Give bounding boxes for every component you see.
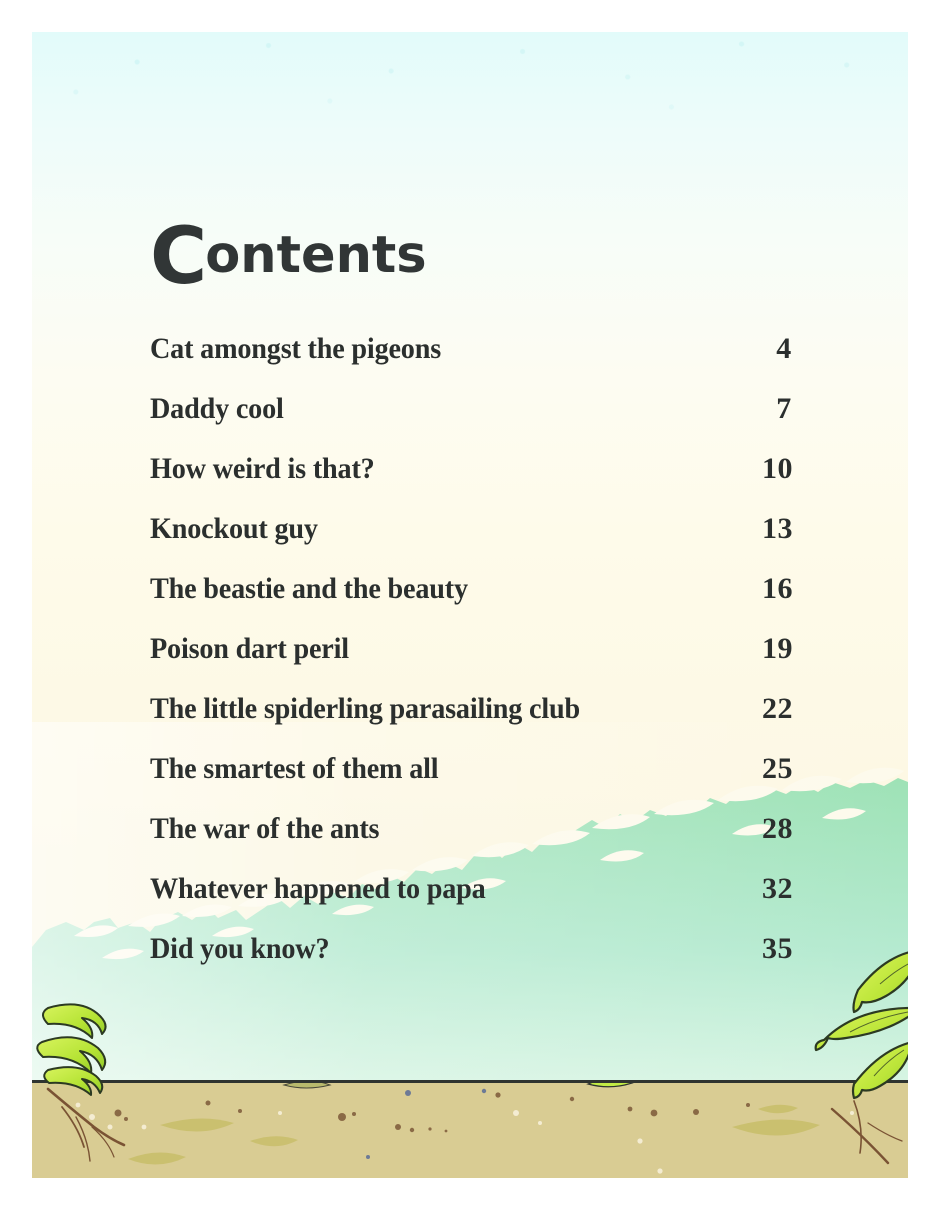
- toc-entry-title: The war of the ants: [150, 812, 380, 845]
- toc-entry-title: Whatever happened to papa: [150, 872, 486, 905]
- toc-entry[interactable]: [150, 869, 850, 929]
- toc-entry-title: Daddy cool: [150, 392, 284, 425]
- toc-entry-page: 7: [776, 392, 792, 425]
- toc-entry[interactable]: [150, 809, 850, 869]
- toc-entry-title: The beastie and the beauty: [150, 572, 468, 605]
- toc-entry-page: 4: [776, 332, 792, 365]
- table-of-contents: [150, 329, 850, 989]
- toc-entry-page: 35: [762, 932, 793, 965]
- toc-entry-page: 19: [762, 632, 793, 665]
- page-title: [150, 212, 427, 302]
- toc-entry[interactable]: [150, 929, 850, 989]
- toc-entry-title: How weird is that?: [150, 452, 375, 485]
- page-title-initial: C: [150, 212, 206, 302]
- toc-entry-page: 13: [762, 512, 793, 545]
- toc-entry-page: 22: [762, 692, 793, 725]
- toc-entry[interactable]: [150, 569, 850, 629]
- toc-entry[interactable]: [150, 509, 850, 569]
- toc-entry-title: Poison dart peril: [150, 632, 349, 665]
- page-content: [32, 32, 908, 1178]
- toc-entry-title: Cat amongst the pigeons: [150, 332, 442, 365]
- toc-entry-page: 25: [762, 752, 793, 785]
- toc-entry-title: Did you know?: [150, 932, 330, 965]
- toc-entry-title: The little spiderling parasailing club: [150, 692, 581, 725]
- toc-entry[interactable]: [150, 329, 850, 389]
- toc-entry[interactable]: [150, 629, 850, 689]
- toc-entry-page: 16: [762, 572, 793, 605]
- toc-entry-page: 32: [762, 872, 793, 905]
- toc-entry-page: 10: [762, 452, 793, 485]
- toc-entry[interactable]: [150, 389, 850, 449]
- toc-entry[interactable]: [150, 689, 850, 749]
- book-page: [32, 32, 908, 1178]
- toc-entry-title: Knockout guy: [150, 512, 318, 545]
- toc-entry-page: 28: [762, 812, 793, 845]
- toc-entry-title: The smartest of them all: [150, 752, 439, 785]
- toc-entry[interactable]: [150, 449, 850, 509]
- page-title-rest: ontents: [205, 226, 427, 285]
- toc-entry[interactable]: [150, 749, 850, 809]
